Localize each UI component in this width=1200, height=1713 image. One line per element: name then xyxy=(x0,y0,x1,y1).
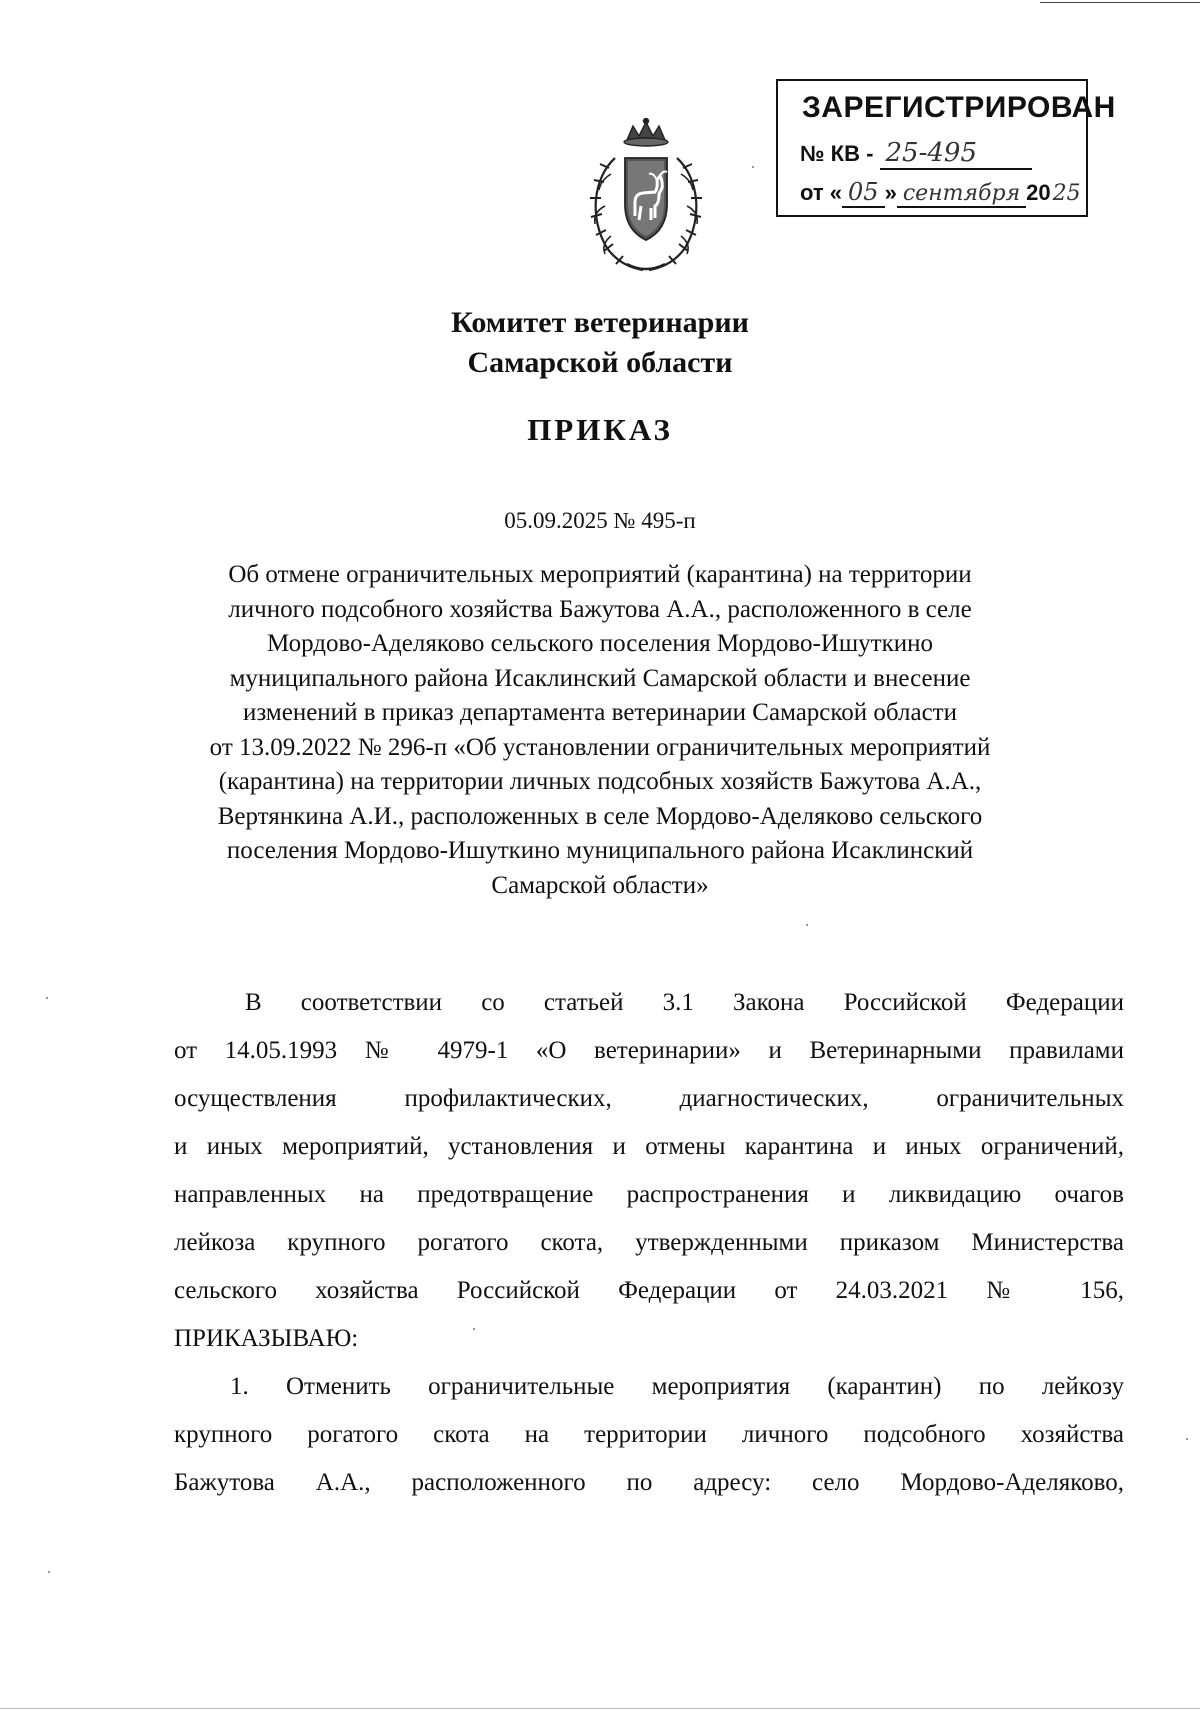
body-line: направленных на предотвращение распространения и ликвидацию очагов xyxy=(174,1181,1124,1208)
body-line: и иных мероприятий, установления и отмены карантина и иных ограничений, xyxy=(174,1133,1124,1160)
scan-speck xyxy=(46,997,48,999)
title-line: Об отмене ограничительных мероприятий (карантина) на территории xyxy=(228,561,972,588)
body-line: В соответствии со статьей 3.1 Закона Российской Федерации xyxy=(245,989,1124,1016)
stamp-number-line xyxy=(800,138,1032,170)
stamp-year-suffix: 25 xyxy=(1052,181,1081,206)
body-line-order-word: ПРИКАЗЫВАЮ: xyxy=(174,1325,359,1352)
samara-oblast-coat-of-arms-icon xyxy=(575,118,717,276)
scan-speck xyxy=(752,166,754,168)
title-line: от 13.09.2022 № 296-п «Об установлении ограничительных мероприятий xyxy=(209,733,991,761)
title-line: Самарской области» xyxy=(491,871,709,899)
document-type: ПРИКАЗ xyxy=(527,412,673,447)
stamp-date-line xyxy=(800,178,1083,208)
scan-edge-line-top xyxy=(1040,2,1200,3)
document-body xyxy=(174,979,1124,1507)
stamp-date-prefix: от « xyxy=(800,180,843,205)
stamp-date-mid: » xyxy=(884,180,897,205)
stamp-year-prefix: 20 xyxy=(1026,180,1051,205)
title-line: изменений в приказ департамента ветеринарии Самарской области xyxy=(243,699,957,726)
scan-speck xyxy=(1186,1438,1188,1440)
body-line: сельского хозяйства Российской Федерации от 24.03.2021 № 156, xyxy=(174,1277,1124,1304)
organization-name-line2: Самарской области xyxy=(467,346,733,379)
body-line-item-1: 1. Отменить ограничительные мероприятия (карантин) по лейкозу xyxy=(230,1373,1124,1400)
body-line: Бажутова А.А., расположенного по адресу: село Мордово-Аделяково, xyxy=(174,1469,1124,1496)
document-date-number: 05.09.2025 № 495-п xyxy=(504,508,696,533)
title-line: Мордово-Аделяково сельского поселения Мордово-Ишуткино xyxy=(267,630,933,657)
stamp-title: ЗАРЕГИСТРИРОВАН xyxy=(802,91,1116,124)
stamp-number-label: № КВ - xyxy=(800,141,874,166)
title-line: личного подсобного хозяйства Бажутова А.А., расположенного в селе xyxy=(228,595,972,623)
document-title xyxy=(0,558,1200,903)
organization-name xyxy=(0,303,1200,383)
scan-speck xyxy=(48,1571,50,1573)
scan-speck xyxy=(473,1328,475,1330)
title-line: поселения Мордово-Ишуткино муниципального района Исаклинский xyxy=(226,837,974,864)
scan-edge-line-bottom xyxy=(0,1708,1200,1709)
title-line: Вертянкина А.И., расположенных в селе Мордово-Аделяково сельского xyxy=(217,802,983,830)
stamp-date-day: 05 xyxy=(842,178,885,208)
organization-name-line1: Комитет ветеринарии xyxy=(451,306,749,339)
body-line: крупного рогатого скота на территории личного подсобного хозяйства xyxy=(174,1421,1124,1448)
stamp-number-value: 25-495 xyxy=(880,138,1032,170)
scan-speck xyxy=(806,924,808,926)
title-line: муниципального района Исаклинский Самарской области и внесение xyxy=(229,664,971,692)
body-line: осуществления профилактических, диагностических, ограничительных xyxy=(174,1085,1124,1112)
body-line: лейкоза крупного рогатого скота, утвержденными приказом Министерства xyxy=(174,1229,1124,1256)
body-line: от 14.05.1993 № 4979-1 «О ветеринарии» и Ветеринарными правилами xyxy=(174,1037,1124,1064)
title-line: (карантина) на территории личных подсобных хозяйств Бажутова А.А., xyxy=(218,768,982,795)
stamp-date-month: сентября xyxy=(897,181,1026,208)
registration-stamp xyxy=(776,79,1116,217)
